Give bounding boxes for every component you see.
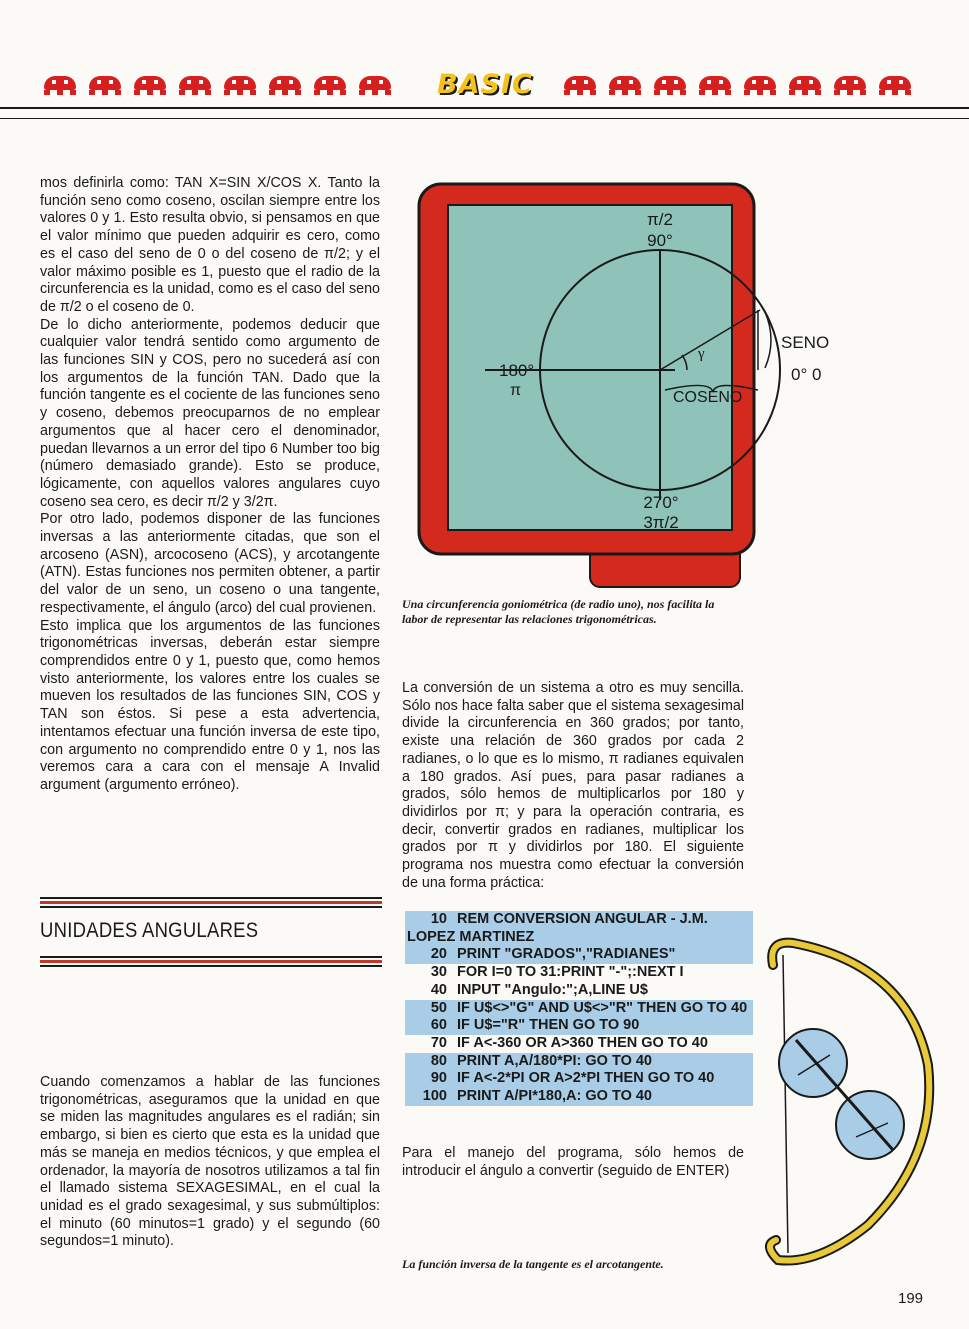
code-line: 60 IF U$="R" THEN GO TO 90 bbox=[405, 1017, 753, 1035]
header-critters-right bbox=[560, 74, 920, 101]
label-seno: SENO bbox=[781, 333, 830, 352]
after-code-paragraph: Para el manejo del programa, sólo hemos de introducir el ángulo a convertir (seguido de ENTER) bbox=[402, 1145, 744, 1179]
code-line: 90 IF A<-2*PI OR A>2*PI THEN GO TO 40 bbox=[405, 1070, 753, 1088]
code-line: 80 PRINT A,A/180*PI: GO TO 40 bbox=[405, 1053, 753, 1071]
bow-illustration bbox=[758, 935, 948, 1275]
code-line: 30 FOR I=0 TO 31:PRINT "-";:NEXT I bbox=[430, 964, 684, 981]
label-coseno: COSENO bbox=[673, 389, 743, 406]
label-3pi-half: 3π/2 bbox=[643, 513, 679, 532]
left-column bbox=[40, 175, 380, 795]
basic-logo: BASIC bbox=[437, 69, 533, 100]
section-title: UNIDADES ANGULARES bbox=[40, 919, 259, 942]
goniometric-figure bbox=[415, 180, 830, 592]
code-line: 40 INPUT "Angulo:";A,LINE U$ bbox=[430, 981, 648, 998]
paragraph: De lo dicho anteriormente, podemos deducir que cualquier valor tendrá sentido como argumento de las funciones SIN y COS, pero no sucederá así con los argumentos de la función TAN. Dado que la función tangente es el cociente de las funciones seno y coseno, debemos preocuparnos de no emplear argumentos que al hacer cero el denominador, puedan llevarnos a un error del tipo 6 Number too big (número demasiado grande). Esto se produce, lógicamente, con aquellos valores angulares cuyo coseno sea cero, es decir π/2 y 3/2π. bbox=[40, 316, 380, 510]
header-rule-top bbox=[0, 107, 969, 109]
code-line: 70 IF A<-360 OR A>360 THEN GO TO 40 bbox=[430, 1034, 708, 1051]
label-pi-half: π/2 bbox=[647, 210, 673, 229]
code-line: 10 REM CONVERSION ANGULAR - J.M. LOPEZ MARTINEZ bbox=[405, 911, 753, 946]
label-180: 180° bbox=[499, 361, 535, 380]
code-listing bbox=[405, 911, 753, 1106]
label-pi: π bbox=[510, 382, 522, 399]
label-270: 270° bbox=[643, 493, 679, 512]
section-paragraph: Cuando comenzamos a hablar de las funciones trigonométricas, aseguramos que la unidad en que se miden las magnitudes angulares es el radián; sin embargo, si bien es cierto que esta es la unidad que más se maneja en medios técnicos, y que emplea el ordenador, la mayoría de nosotros utilizamos a tal fin el llamado sistema SEXAGESIMAL, en el cual la unidad es el grado sexagesimal, y sus submúltiplos: el minuto (60 minutos=1 grado) y el segundo (60 segundos=1 minuto). bbox=[40, 1074, 380, 1250]
section-rule bbox=[40, 956, 382, 958]
bottom-caption: La función inversa de la tangente es el arcotangente. bbox=[402, 1257, 664, 1271]
label-angle: γ bbox=[698, 346, 705, 362]
paragraph: mos definirla como: TAN X=SIN X/COS X. Tanto la función seno como coseno, oscilan siempre entre los valores 0 y 1. Esto resulta obvio, si pensamos en que el valor mínimo que pueden adquirir es cero, como es el caso del seno de 0 o del coseno de π/2; y el valor máximo posible es 1, puesto que el radio de la circunferencia es la unidad, como es el caso del seno de π/2 o el coseno de 0. bbox=[40, 175, 380, 315]
figure-caption: Una circunferencia goniométrica (de radio uno), nos facilita la labor de representar las relaciones trigonométricas. bbox=[402, 597, 715, 626]
code-line: 50 IF U$<>"G" AND U$<>"R" THEN GO TO 40 bbox=[405, 1000, 753, 1018]
right-paragraph: La conversión de un sistema a otro es muy sencilla. Sólo nos hace falta saber que el sistema sexagesimal divide la circunferencia en 360 grados; por tanto, existe una relación de 360 grados por cada 2 radianes, o lo que es lo mismo, π radianes equivalen a 180 grados. Así pues, para pasar radianes a grados, sólo hemos de multiplicarlos por 180 y dividirlos por π; y para la operación contraria, es decir, convertir grados en radianes, multiplicar los grados por π y dividirlos por 180. El siguiente programa nos muestra como efectuar la conversión de una forma práctica: bbox=[402, 680, 744, 891]
section-rule bbox=[40, 897, 382, 899]
page-number: 199 bbox=[898, 1290, 924, 1307]
label-90: 90° bbox=[647, 231, 673, 250]
code-line: 20 PRINT "GRADOS","RADIANES" bbox=[405, 946, 753, 964]
label-zero: 0° 0 bbox=[791, 365, 822, 384]
header-critters-left bbox=[40, 74, 400, 101]
paragraph: Esto implica que los argumentos de las funciones trigonométricas inversas, deberán estar siempre comprendidos entre 0 y 1, puesto que, como hemos visto anteriormente, los valores entre los cuales se mueven los resultados de las funciones SIN, COS y TAN son éstos. Si pese a esta advertencia, intentamos efectuar una función inversa de este tipo, con argumento no comprendido entre 0 y 1, nos las veremos cara a cara con el mensaje A Invalid argument (argumento erróneo). bbox=[40, 617, 380, 793]
section-rule bbox=[40, 906, 382, 908]
section-rule-red bbox=[40, 960, 382, 963]
code-line: 100 PRINT A/PI*180,A: GO TO 40 bbox=[405, 1088, 753, 1106]
paragraph: Por otro lado, podemos disponer de las funciones inversas a las anteriormente citadas, que son el arcoseno (ASN), arcocoseno (ACS), y arcotangente (ATN). Estas funciones nos permiten obtener, a partir del valor de un seno, un coseno o una tangente, respectivamente, el ángulo (arco) del cual provienen. bbox=[40, 511, 380, 616]
header-rule-bottom bbox=[0, 118, 969, 119]
section-rule bbox=[40, 965, 382, 967]
section-rule-red bbox=[40, 901, 382, 904]
